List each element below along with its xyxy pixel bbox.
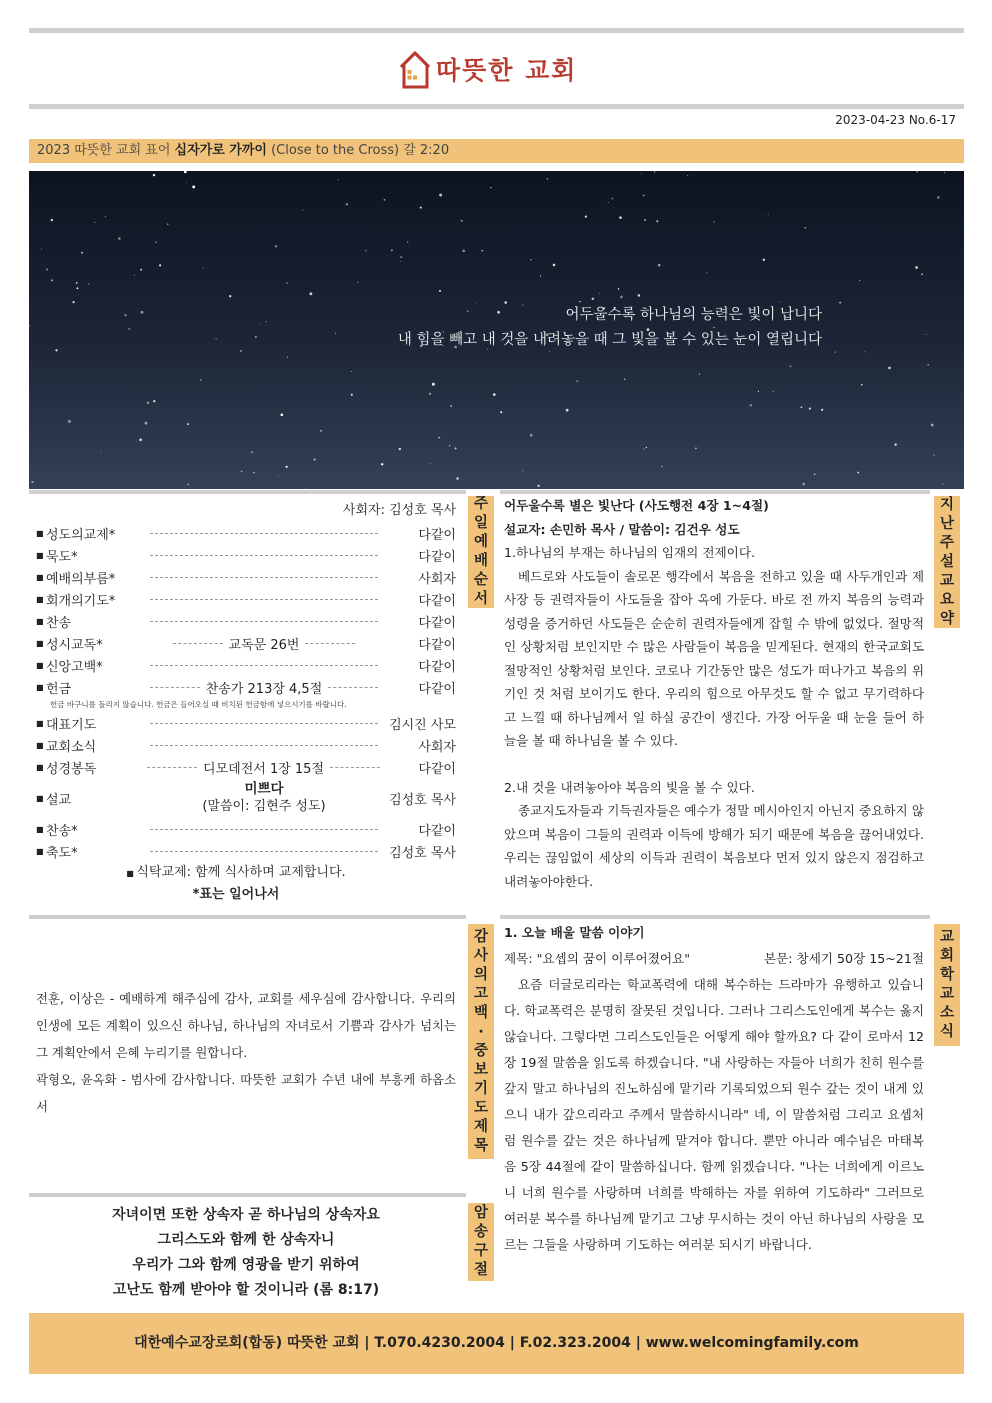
worship-item-name: 신앙고백* — [46, 659, 103, 675]
star-dot — [861, 384, 863, 386]
star-dot — [155, 241, 157, 243]
star-dot — [490, 187, 491, 188]
worship-row — [36, 654, 456, 676]
memory-line: 우리가 그와 함께 영광을 받기 위하여 — [132, 1257, 360, 1273]
leader-dots — [150, 723, 378, 724]
star-dot — [699, 374, 700, 375]
star-dot — [46, 268, 48, 270]
star-dot — [186, 182, 187, 183]
star-dot — [351, 371, 352, 372]
motto-prefix: 2023 따뜻한 교회 표어 — [37, 143, 175, 158]
bullet-icon: ■ — [36, 846, 44, 856]
worship-row — [36, 544, 456, 566]
star-dot — [147, 401, 150, 404]
bullet-icon: ■ — [36, 762, 44, 772]
worship-row — [36, 818, 456, 840]
star-dot — [646, 447, 647, 448]
worship-item-name: 축도* — [46, 845, 78, 861]
star-dot — [187, 484, 189, 486]
star-dot — [439, 290, 441, 292]
star-dot — [942, 483, 943, 484]
motto-suffix: (Close to the Cross) 갈 2:20 — [266, 143, 450, 158]
worship-item-name: 헌금 — [46, 681, 72, 697]
header-rule — [29, 104, 964, 109]
star-dot — [51, 279, 53, 281]
worship-row — [36, 756, 456, 778]
worship-row — [36, 632, 456, 654]
motto-bar — [29, 139, 964, 163]
star-dot — [658, 264, 661, 267]
star-dot — [624, 379, 625, 380]
star-dot — [351, 394, 353, 396]
star-dot — [72, 301, 74, 303]
star-dot — [153, 174, 155, 176]
starry-sky-banner — [29, 171, 964, 489]
star-dot — [500, 411, 502, 413]
thanks-paragraph-1: 전훈, 이상은 - 예배하게 해주심에 감사, 교회를 세우심에 감사합니다. 우리의 인생에 모든 계획이 있으신 하나님, 하나님의 자녀로서 기쁨과 감사가 넘치는 그 계획안에서 은혜 누리기를 원합니다. — [36, 991, 456, 1060]
bullet-icon: ■ — [36, 528, 44, 538]
worship-item-detail-wrap — [142, 634, 386, 653]
leader-dots — [150, 851, 378, 852]
star-dot — [859, 280, 860, 281]
church-logo — [398, 44, 577, 94]
star-dot — [105, 216, 106, 217]
worship-item-detail-wrap — [141, 758, 386, 777]
star-dot — [750, 404, 752, 406]
star-dot — [76, 282, 78, 284]
star-dot — [286, 466, 288, 468]
sermon-paragraph-1: 베드로와 사도들이 솔로몬 행각에서 복음을 전하고 있을 때 사두개인과 제사장 등 권력자들이 사도들을 잡아 옥에 가둔다. 바로 전 까지 복음의 능력과 성령을 증거하던 사도들은 순순히 권력자들에게 잡힐 수 밖에 없었다. 절망적인 상황처럼 보인지만 수 많은 사람들이 복음을 믿게된다. 현재의 한국교회도 절망적인 상황처럼 보인다. 코로나 기간동안 많은 성도가 떠나가고 복음의 위기인 것 처럼 보이기도 한다. 우리의 힘으로 아무것도 할 수 없고 무기력하다고 느낄 때 하나님께서 일 하실 공간이 생긴다. 가장 어두울 때 눈을 들어 하늘을 볼 때 하나님을 볼 수 있다. — [504, 568, 924, 748]
star-dot — [553, 264, 556, 267]
worship-item-name: 찬송* — [46, 823, 78, 839]
star-dot — [706, 272, 707, 273]
memory-verse — [36, 1203, 456, 1303]
star-dot — [857, 472, 859, 474]
sermon-point-1: 1.하나님의 부재는 하나님의 임재의 전제이다. — [504, 545, 756, 560]
school-tab: 교 회 학 교 소 식 — [934, 924, 960, 1046]
star-dot — [391, 250, 392, 251]
star-dot — [200, 379, 201, 380]
memory-line: 자녀이면 또한 상속자 곧 하나님의 상속자요 — [112, 1207, 380, 1223]
star-dot — [456, 477, 459, 480]
star-dot — [773, 391, 774, 392]
worship-item-name: 찬송 — [46, 615, 72, 631]
star-dot — [576, 380, 578, 382]
section-rule — [29, 1193, 466, 1197]
school-title: 1. 오늘 배울 말씀 이야기 — [504, 925, 645, 940]
worship-item-name: 성경봉독 — [45, 761, 97, 777]
worship-row — [36, 522, 456, 544]
memory-line: 그리스도와 함께 한 상속자니 — [157, 1232, 335, 1248]
school-text-ref: 본문: 창세기 50장 15~21절 — [763, 951, 924, 966]
star-dot — [118, 237, 121, 240]
church-name: 따뜻한 교회 — [436, 56, 578, 85]
worship-item-detail: 교독문 26번 — [228, 637, 300, 653]
worship-item-name: 성도의교제* — [46, 527, 116, 543]
fellowship-note — [16, 862, 456, 884]
leader-dots — [150, 577, 378, 578]
star-dot — [461, 220, 463, 222]
leader-dots — [150, 745, 378, 746]
issue-number: 2023-04-23 No.6-17 — [835, 113, 956, 127]
star-dot — [599, 293, 600, 294]
star-dot — [654, 171, 655, 172]
star-dot — [931, 424, 934, 427]
star-dot — [638, 294, 640, 296]
sermon-info — [142, 781, 386, 815]
sermon-summary-tab: 지 난 주 설 교 요 약 — [934, 496, 960, 628]
worship-item-who: 다같이 — [418, 527, 456, 543]
worship-item-name: 대표기도 — [46, 717, 97, 733]
stand-note: *표는 일어나서 — [192, 887, 280, 902]
worship-item-who: 김성호 목사 — [389, 792, 456, 808]
sermon-reader: (말씀이: 김현주 성도) — [202, 799, 326, 814]
star-dot — [915, 266, 918, 269]
bullet-icon: ■ — [36, 660, 44, 670]
star-dot — [809, 407, 811, 409]
star-dot — [275, 245, 277, 247]
star-dot — [449, 445, 451, 447]
footer-bar: 대한예수교장로회(합동) 따뜻한 교회 | T.070.4230.2004 | F.02.323.2004 | www.welcomingfamily.com — [29, 1313, 964, 1374]
star-dot — [76, 287, 78, 289]
star-dot — [314, 459, 316, 461]
thanks-paragraph-2: 곽형오, 윤옥화 - 범사에 감사합니다. 따뜻한 교회가 수년 내에 부흥케 하옵소서 — [36, 1072, 456, 1114]
star-dot — [934, 454, 935, 455]
star-dot — [400, 256, 402, 258]
bullet-icon: ■ — [126, 869, 137, 878]
worship-item-name: 묵도* — [46, 549, 78, 565]
star-dot — [381, 463, 383, 465]
star-dot — [153, 400, 155, 402]
star-dot — [88, 283, 89, 284]
worship-item-who: 다같이 — [418, 593, 456, 609]
sermon-summary — [504, 494, 924, 893]
star-dot — [790, 365, 792, 367]
star-dot — [128, 328, 130, 330]
worship-item-who: 사회자 — [418, 739, 456, 755]
star-dot — [530, 259, 532, 261]
worship-item-who: 다같이 — [418, 637, 456, 653]
church-school-news — [504, 920, 924, 1258]
top-rule — [29, 28, 964, 33]
star-dot — [661, 466, 662, 467]
star-dot — [287, 357, 288, 358]
star-dot — [302, 210, 303, 211]
worship-item-who: 사회자 — [418, 571, 456, 587]
star-dot — [450, 405, 452, 407]
bullet-icon: ■ — [36, 616, 44, 626]
star-dot — [187, 423, 189, 425]
star-dot — [643, 194, 645, 196]
sermon-summary-speakers: 설교자: 손민하 목사 / 말씀이: 김건우 성도 — [504, 521, 740, 537]
star-dot — [139, 439, 142, 442]
worship-order — [36, 500, 456, 906]
star-dot — [167, 224, 168, 225]
star-dot — [439, 194, 442, 197]
star-dot — [540, 276, 541, 277]
worship-item-who: 김성호 목사 — [389, 845, 456, 861]
star-dot — [266, 321, 267, 322]
banner-line-1: 어두울수록 하나님의 능력은 빛이 납니다 — [565, 307, 822, 323]
leader-dots — [150, 533, 378, 534]
worship-item-who: 다같이 — [418, 549, 456, 565]
worship-item-name: 교회소식 — [46, 739, 97, 755]
motto-title: 십자가로 가까이 — [174, 143, 267, 158]
star-dot — [124, 314, 126, 316]
star-dot — [251, 451, 253, 453]
bullet-icon: ■ — [36, 550, 44, 560]
star-dot — [921, 273, 923, 275]
school-reference — [504, 946, 924, 972]
star-dot — [894, 443, 896, 445]
bullet-icon: ■ — [36, 740, 44, 750]
star-dot — [384, 199, 386, 201]
star-dot — [800, 406, 802, 408]
sermon-point-2: 2.내 것을 내려놓아야 복음의 빛을 볼 수 있다. — [504, 779, 755, 795]
star-dot — [304, 488, 305, 489]
star-dot — [253, 472, 254, 473]
star-dot — [608, 202, 609, 203]
star-dot — [566, 409, 569, 412]
worship-row — [36, 712, 456, 734]
sermon-summary-title: 어두울수록 별은 빛난다 (사도행전 4장 1~4절) — [504, 498, 769, 513]
bullet-icon: ■ — [36, 572, 44, 582]
worship-row — [36, 588, 456, 610]
banner-caption — [398, 303, 822, 353]
sermon-title: 미쁘다 — [244, 781, 284, 797]
worship-item-who: 다같이 — [418, 761, 456, 777]
star-dot — [612, 198, 614, 200]
worship-item-name: 회개의기도* — [46, 593, 116, 609]
star-dot — [335, 333, 336, 334]
banner-line-2: 내 힘을 빼고 내 것을 내려놓을 때 그 빛을 볼 수 있는 눈이 열립니다 — [397, 332, 822, 348]
leader-dots — [150, 621, 378, 622]
worship-row — [36, 566, 456, 588]
star-dot — [430, 463, 431, 464]
star-dot — [640, 173, 641, 174]
star-dot — [420, 207, 422, 209]
bullet-icon: ■ — [36, 718, 44, 728]
star-dot — [51, 219, 53, 221]
star-dot — [159, 264, 161, 266]
thanks-prayer — [36, 985, 456, 1120]
star-dot — [916, 171, 918, 172]
section-rule — [29, 490, 466, 494]
star-dot — [215, 338, 217, 340]
star-dot — [643, 448, 644, 449]
star-dot — [805, 227, 807, 229]
star-dot — [714, 221, 715, 222]
star-dot — [538, 485, 540, 487]
offering-note: 헌금 바구니를 돌리지 않습니다. 헌금은 들어오실 때 비치된 헌금함에 넣으시기를 바랍니다. — [50, 700, 347, 709]
worship-row — [36, 734, 456, 756]
worship-item-name: 예배의부름* — [46, 571, 116, 587]
star-dot — [365, 250, 366, 251]
school-subject: 제목: "요셉의 꿈이 이루어졌어요" — [504, 951, 690, 966]
star-dot — [619, 216, 622, 219]
star-dot — [618, 288, 619, 289]
star-dot — [241, 471, 243, 473]
star-dot — [592, 298, 594, 300]
star-dot — [438, 437, 440, 439]
star-dot — [656, 220, 658, 222]
star-dot — [758, 391, 759, 392]
star-dot — [429, 393, 431, 395]
star-dot — [278, 475, 279, 476]
worship-item-detail: 찬송가 213장 4,5절 — [205, 681, 323, 697]
star-dot — [644, 219, 646, 221]
star-dot — [763, 259, 765, 261]
worship-item-who: 다같이 — [418, 823, 456, 839]
worship-row — [36, 610, 456, 632]
worship-tab: 주 일 예 배 순 서 — [468, 496, 494, 608]
star-dot — [620, 296, 623, 299]
star-dot — [522, 470, 523, 471]
worship-row-sermon — [36, 778, 456, 818]
star-dot — [184, 171, 187, 173]
house-logo-icon — [398, 47, 432, 91]
worship-leader: 사회자: 김성호 목사 — [342, 503, 456, 518]
worship-item-who: 다같이 — [418, 681, 456, 697]
bullet-icon: ■ — [36, 638, 44, 648]
star-dot — [926, 334, 927, 335]
star-dot — [338, 179, 339, 180]
star-dot — [839, 302, 841, 304]
bullet-icon: ■ — [36, 682, 44, 692]
star-dot — [145, 422, 148, 425]
star-dot — [432, 383, 435, 386]
star-dot — [310, 292, 313, 295]
star-dot — [865, 351, 866, 352]
star-dot — [399, 448, 401, 450]
star-dot — [937, 196, 940, 199]
star-dot — [320, 430, 322, 432]
leader-dots — [150, 665, 378, 666]
star-dot — [286, 282, 288, 284]
star-dot — [280, 413, 283, 416]
thanks-tab: 감 사 의 고 백 · 중 보 기 도 제 목 — [468, 924, 494, 1159]
star-dot — [927, 364, 929, 366]
leader-dots — [150, 555, 378, 556]
star-dot — [346, 203, 348, 205]
star-dot — [29, 325, 30, 327]
worship-item-name: 설교 — [46, 792, 72, 808]
star-dot — [407, 241, 409, 243]
star-dot — [462, 250, 465, 253]
worship-item-detail: 디모데전서 1장 15절 — [203, 761, 324, 777]
star-dot — [192, 185, 195, 188]
star-dot — [260, 324, 261, 325]
star-dot — [547, 178, 549, 180]
star-dot — [695, 448, 697, 450]
star-dot — [134, 275, 135, 276]
worship-row — [36, 840, 456, 862]
worship-item-who: 다같이 — [418, 659, 456, 675]
worship-item-name: 성시교독* — [46, 637, 103, 653]
star-dot — [357, 282, 358, 283]
star-dot — [481, 250, 483, 252]
star-dot — [821, 409, 823, 411]
star-dot — [687, 175, 688, 176]
star-dot — [229, 295, 231, 297]
star-dot — [944, 172, 945, 173]
bullet-icon: ■ — [36, 594, 44, 604]
worship-item-detail-wrap — [142, 678, 386, 697]
star-dot — [255, 336, 257, 338]
star-dot — [140, 311, 143, 314]
star-dot — [803, 483, 805, 485]
star-dot — [31, 481, 33, 483]
star-dot — [68, 420, 71, 423]
bullet-icon: ■ — [36, 793, 44, 803]
memory-line: 고난도 함께 받아야 할 것이니라 (롬 8:17) — [112, 1282, 380, 1298]
school-paragraph: 요즘 더글로리라는 학교폭력에 대해 복수하는 드라마가 유행하고 있습니다. 학교폭력은 분명히 잘못된 것입니다. 그러나 그리스도인에게 복수는 옳지 않습니다. 그렇다면 그리스도인들은 어떻게 해야 할까요? 다 같이 로마서 12장 19절 말씀을 읽도록 하겠습니다. "내 사랑하는 자들아 너희가 친히 원수를 갚지 말고 하나님의 진노하심에 맡기라 기록되었으되 원수 갚는 것이 내게 있으니 내가 갚으리라고 주께서 말씀하시니라" 네, 이 말씀처럼 그리고 요셉처럼 원수를 갚는 것은 하나님께 맡겨야 합니다. 뿐만 아니라 예수님은 마태복음 5장 44절에 같이 말씀하십니다. 함께 읽겠습니다. "나는 너희에게 이르노니 너희 원수를 사랑하며 너희를 박해하는 자를 위하여 기도하라" 그러므로 여러분 복수를 하나님께 맡기고 그냥 무시하는 것이 아닌 하나님의 사랑을 모르는 그들을 사랑하며 기도하는 여러분 되시기 바랍니다. — [504, 977, 924, 1252]
memory-tab: 암 송 구 절 — [468, 1203, 494, 1281]
star-dot — [240, 350, 242, 352]
star-dot — [888, 367, 891, 370]
leader-dots — [150, 599, 378, 600]
star-dot — [455, 447, 457, 449]
section-rule — [29, 915, 466, 919]
leader-dots — [150, 829, 378, 830]
star-dot — [81, 252, 83, 254]
star-dot — [203, 267, 204, 268]
fellowship-text: 식탁교제: 함께 식사하며 교제합니다. — [136, 865, 346, 880]
star-dot — [101, 451, 102, 452]
star-dot — [94, 222, 95, 223]
star-dot — [140, 269, 142, 271]
star-dot — [814, 473, 816, 475]
section-rule — [500, 915, 930, 919]
sermon-paragraph-2: 종교지도자들과 기득권자들은 예수가 정말 메시아인지 아닌지 중요하지 않았으며 복음이 그들의 권력과 이득에 방해가 되기 때문에 복음을 끊어내었다. 우리는 끊임없이 세상의 이득과 권력이 복음보다 먼저 있지 않은지 점검하고 내려놓아야한다. — [504, 803, 924, 889]
bullet-icon: ■ — [36, 824, 44, 834]
star-dot — [41, 248, 42, 249]
star-dot — [400, 261, 401, 262]
star-dot — [768, 214, 769, 215]
star-dot — [585, 215, 587, 217]
worship-item-who: 다같이 — [418, 615, 456, 631]
worship-item-who: 김시진 사모 — [389, 717, 456, 733]
star-dot — [493, 393, 496, 396]
star-dot — [55, 349, 57, 351]
star-dot — [530, 434, 533, 437]
star-dot — [835, 351, 836, 352]
worship-row — [36, 676, 456, 698]
